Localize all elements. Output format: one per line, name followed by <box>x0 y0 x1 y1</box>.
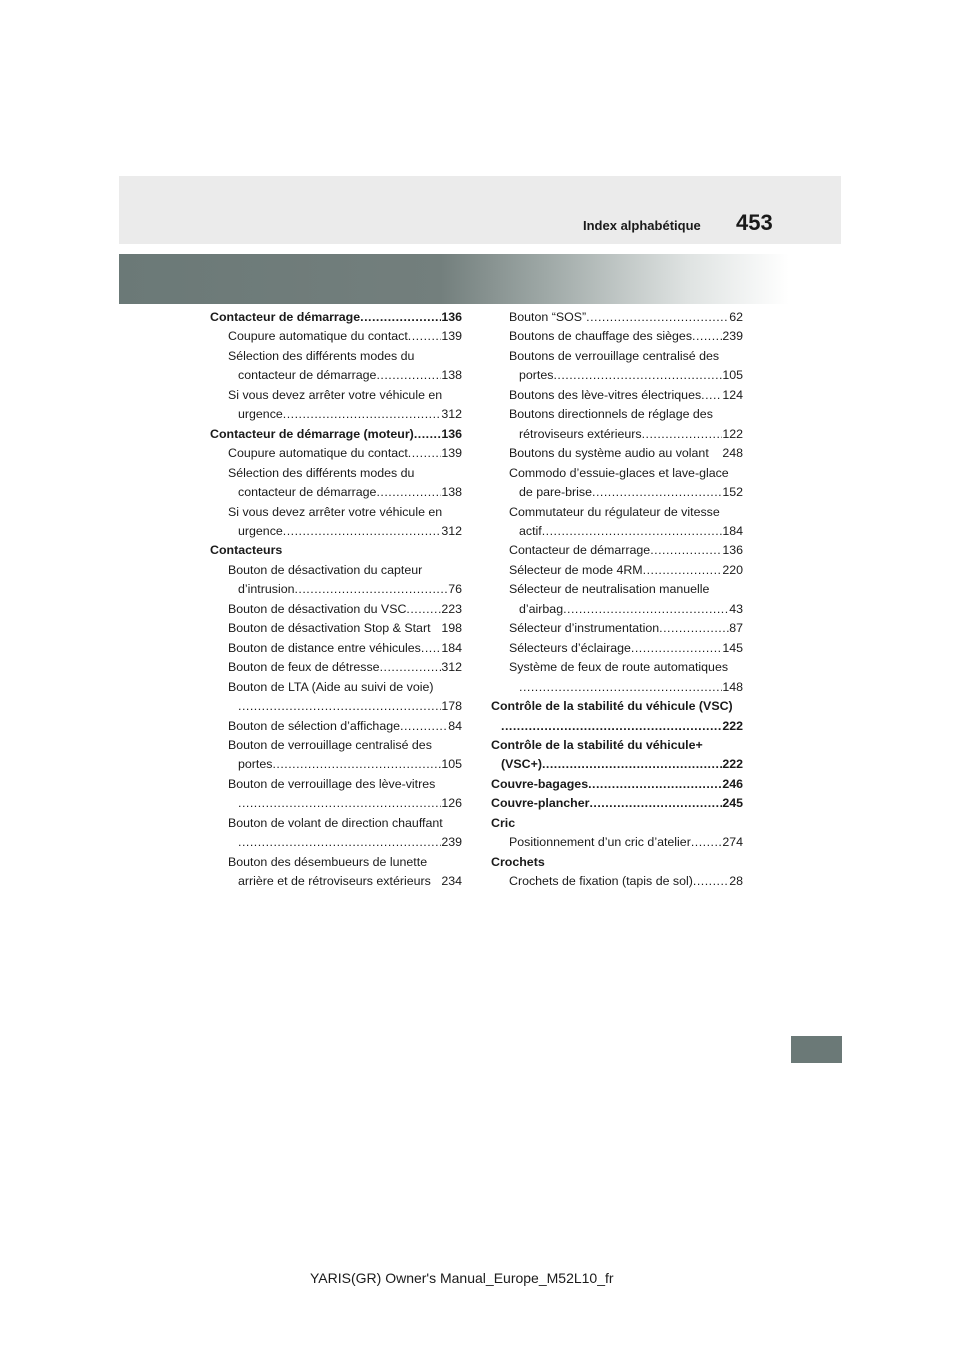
index-entry <box>491 736 743 755</box>
dot-leader <box>294 580 448 599</box>
index-entry <box>491 600 743 619</box>
entry-page-number: 312 <box>441 523 462 538</box>
entry-page-number: 312 <box>441 660 462 675</box>
dot-leader <box>408 327 442 346</box>
index-entry <box>491 503 743 522</box>
dot-leader <box>563 600 729 619</box>
index-entry <box>491 405 743 424</box>
entry-term: Contrôle de la stabilité du véhicule+ <box>491 737 703 752</box>
dot-leader <box>692 327 722 346</box>
entry-page-number: 105 <box>722 368 743 383</box>
index-entry <box>210 366 462 385</box>
entry-term: Contacteur de démarrage <box>210 310 361 324</box>
index-entry <box>491 464 743 483</box>
dot-leader <box>542 755 722 774</box>
entry-term: Sélection des différents modes du <box>228 348 415 363</box>
dot-leader <box>421 639 441 658</box>
entry-term: contacteur de démarrage <box>238 368 377 383</box>
entry-page-number: 223 <box>441 601 462 616</box>
dot-leader <box>642 425 723 444</box>
dot-leader <box>643 561 723 580</box>
index-entry <box>491 794 743 813</box>
entry-term: Crochets de fixation (tapis de sol) <box>509 874 693 889</box>
index-entry <box>491 386 743 405</box>
index-entry <box>210 872 462 891</box>
entry-page-number: 76 <box>448 582 462 597</box>
entry-term: (VSC+) <box>501 757 542 772</box>
index-entry <box>210 425 462 444</box>
dot-leader <box>238 697 441 716</box>
entry-page-number: 220 <box>722 562 743 577</box>
index-entry <box>491 639 743 658</box>
entry-term: Crochets <box>491 854 545 869</box>
entry-page-number: 139 <box>441 446 462 461</box>
dot-leader <box>592 483 722 502</box>
dot-leader <box>414 425 442 444</box>
index-entry <box>491 658 743 677</box>
index-entry <box>210 541 462 560</box>
index-entry <box>210 386 462 405</box>
entry-term: Bouton de désactivation Stop & Start <box>228 621 431 636</box>
dot-leader <box>631 639 722 658</box>
index-entry <box>210 853 462 872</box>
entry-page-number: 105 <box>441 757 462 772</box>
dot-leader <box>376 483 441 502</box>
index-entry <box>210 503 462 522</box>
entry-page-number: 184 <box>441 640 462 655</box>
entry-page-number: 178 <box>441 699 462 714</box>
entry-page-number: 84 <box>448 718 462 733</box>
entry-page-number: 28 <box>729 874 743 889</box>
dot-leader <box>589 794 722 813</box>
entry-page-number: 138 <box>441 485 462 500</box>
entry-term: contacteur de démarrage <box>238 485 377 500</box>
entry-term: urgence <box>238 407 283 422</box>
entry-page-number: 245 <box>722 796 743 811</box>
index-entry <box>210 600 462 619</box>
entry-page-number: 246 <box>722 776 743 791</box>
index-entry <box>491 697 743 716</box>
entry-term: d’intrusion <box>238 582 295 597</box>
entry-page-number: 274 <box>722 835 743 850</box>
entry-term: Couvre-bagages <box>491 776 589 791</box>
entry-page-number: 136 <box>441 426 462 441</box>
index-entry <box>210 464 462 483</box>
index-entry <box>491 580 743 599</box>
entry-term: Commodo d’essuie-glaces et lave-glace <box>509 465 729 480</box>
entry-term: Sélecteurs d’éclairage <box>509 640 631 655</box>
dot-leader <box>691 833 722 852</box>
entry-term: Contacteur de démarrage (moteur) <box>210 426 414 441</box>
index-entry <box>210 619 462 638</box>
dot-leader <box>406 600 441 619</box>
index-entry <box>210 308 462 327</box>
dot-leader <box>380 658 442 677</box>
index-entry <box>491 678 743 697</box>
dot-leader <box>272 755 441 774</box>
entry-term: Boutons de chauffage des sièges <box>509 329 693 344</box>
chapter-tab <box>791 1036 842 1063</box>
entry-term: de pare-brise <box>519 485 593 500</box>
header-band <box>119 176 841 244</box>
index-entry <box>491 814 743 833</box>
entry-term: Contacteurs <box>210 543 283 558</box>
section-title: Index alphabétique <box>583 218 701 233</box>
entry-term: Coupure automatique du contact <box>228 446 408 461</box>
entry-term: Bouton de désactivation du VSC <box>228 601 407 616</box>
entry-page-number: 248 <box>722 446 743 461</box>
entry-page-number: 122 <box>722 426 743 441</box>
index-entry <box>210 483 462 502</box>
entry-term: Boutons du système audio au volant <box>509 446 709 461</box>
dot-leader <box>701 386 722 405</box>
index-entry <box>210 678 462 697</box>
entry-term: Coupure automatique du contact <box>228 329 408 344</box>
entry-term: urgence <box>238 523 283 538</box>
entry-term: Bouton de feux de détresse <box>228 660 380 675</box>
dot-leader <box>400 717 448 736</box>
dot-leader <box>283 522 442 541</box>
dot-leader <box>238 794 441 813</box>
dot-leader <box>283 405 442 424</box>
dot-leader <box>238 833 441 852</box>
entry-page-number: 148 <box>722 679 743 694</box>
entry-page-number: 239 <box>441 835 462 850</box>
entry-page-number: 152 <box>722 485 743 500</box>
entry-page-number: 222 <box>722 757 743 772</box>
index-entry <box>491 366 743 385</box>
index-entry <box>210 405 462 424</box>
entry-page-number: 124 <box>722 387 743 402</box>
index-entry <box>491 755 743 774</box>
dot-leader <box>553 366 722 385</box>
entry-term: Bouton de volant de direction chauffant <box>228 815 443 830</box>
index-entry <box>491 327 743 346</box>
index-entry <box>210 347 462 366</box>
index-entry <box>210 444 462 463</box>
entry-term: Positionnement d’un cric d’atelier <box>509 835 691 850</box>
entry-term: Bouton de LTA (Aide au suivi de voie) <box>228 679 434 694</box>
index-entry <box>491 483 743 502</box>
dot-leader <box>360 308 441 327</box>
entry-term: Bouton de distance entre véhicules <box>228 640 421 655</box>
entry-term: Bouton “SOS” <box>509 310 587 324</box>
entry-term: actif <box>519 523 542 538</box>
entry-term: Commutateur du régulateur de vitesse <box>509 504 720 519</box>
index-entry <box>491 541 743 560</box>
entry-page-number: 126 <box>441 796 462 811</box>
entry-term: Boutons des lève-vitres électriques <box>509 387 702 402</box>
entry-term: d’airbag <box>519 601 564 616</box>
entry-term: Boutons de verrouillage centralisé des <box>509 348 720 363</box>
entry-page-number: 239 <box>722 329 743 344</box>
entry-page-number: 43 <box>729 601 743 616</box>
entry-term: Sélection des différents modes du <box>228 465 415 480</box>
entry-page-number: 312 <box>441 407 462 422</box>
entry-term: Bouton de verrouillage centralisé des <box>228 737 432 752</box>
entry-page-number: 139 <box>441 329 462 344</box>
dot-leader <box>408 444 442 463</box>
entry-term: Système de feux de route automatiques <box>509 660 729 675</box>
entry-term: Sélecteur d’instrumentation <box>509 621 660 636</box>
index-entry <box>491 775 743 794</box>
entry-page-number: 62 <box>729 310 743 324</box>
index-column-right <box>491 308 743 892</box>
entry-page-number: 87 <box>729 621 743 636</box>
entry-term: Bouton de désactivation du capteur <box>228 562 423 577</box>
entry-term: Cric <box>491 815 516 830</box>
index-entry <box>491 444 743 463</box>
index-entry <box>491 872 743 891</box>
entry-page-number: 198 <box>441 621 462 636</box>
entry-term: rétroviseurs extérieurs <box>519 426 642 441</box>
index-entry <box>210 833 462 852</box>
entry-page-number: 222 <box>722 718 743 733</box>
index-entry <box>491 853 743 872</box>
entry-term: Contacteur de démarrage <box>509 543 651 558</box>
index-entry <box>210 755 462 774</box>
index-entry <box>491 308 743 327</box>
index-entry <box>210 658 462 677</box>
entry-term: Sélecteur de mode 4RM <box>509 562 643 577</box>
index-entry <box>210 580 462 599</box>
dot-leader <box>693 872 729 891</box>
entry-term: Contrôle de la stabilité du véhicule (VSC) <box>491 699 733 714</box>
index-entry <box>210 736 462 755</box>
index-entry <box>210 814 462 833</box>
dot-leader <box>519 678 722 697</box>
index-entry <box>491 833 743 852</box>
entry-term: Bouton de verrouillage des lève-vitres <box>228 776 436 791</box>
index-entry <box>210 522 462 541</box>
entry-page-number: 136 <box>441 310 462 324</box>
entry-term: Couvre-plancher <box>491 796 590 811</box>
index-entry <box>210 697 462 716</box>
entry-page-number: 184 <box>722 523 743 538</box>
entry-term: Bouton des désembueurs de lunette <box>228 854 428 869</box>
entry-term: Sélecteur de neutralisation manuelle <box>509 582 710 597</box>
dot-leader <box>542 522 723 541</box>
entry-term: portes <box>238 757 273 772</box>
dot-leader <box>586 308 729 327</box>
index-entry <box>491 717 743 736</box>
entry-term: Bouton de sélection d’affichage <box>228 718 400 733</box>
entry-page-number: 145 <box>722 640 743 655</box>
index-entry <box>210 561 462 580</box>
index-column-left <box>210 308 462 892</box>
index-entry <box>491 347 743 366</box>
index-entry <box>491 619 743 638</box>
dot-leader <box>501 717 722 736</box>
index-entry <box>210 717 462 736</box>
header-gradient-bar <box>119 254 789 304</box>
dot-leader <box>588 775 722 794</box>
entry-term: Boutons directionnels de réglage des <box>509 407 713 422</box>
dot-leader <box>650 541 722 560</box>
index-entry <box>491 561 743 580</box>
entry-term: Si vous devez arrêter votre véhicule en <box>228 504 443 519</box>
entry-page-number: 234 <box>441 874 462 889</box>
index-entry <box>491 425 743 444</box>
entry-term: arrière et de rétroviseurs extérieurs <box>238 874 431 889</box>
dot-leader <box>376 366 441 385</box>
dot-leader <box>659 619 729 638</box>
index-entry <box>210 775 462 794</box>
index-entry <box>210 639 462 658</box>
index-entry <box>210 794 462 813</box>
page-number: 453 <box>736 210 773 235</box>
footer-manual-id: YARIS(GR) Owner's Manual_Europe_M52L10_fr <box>310 1270 614 1286</box>
entry-term: portes <box>519 368 554 383</box>
entry-term: Si vous devez arrêter votre véhicule en <box>228 387 443 402</box>
entry-page-number: 138 <box>441 368 462 383</box>
index-entry <box>210 327 462 346</box>
index-entry <box>491 522 743 541</box>
entry-page-number: 136 <box>722 543 743 558</box>
